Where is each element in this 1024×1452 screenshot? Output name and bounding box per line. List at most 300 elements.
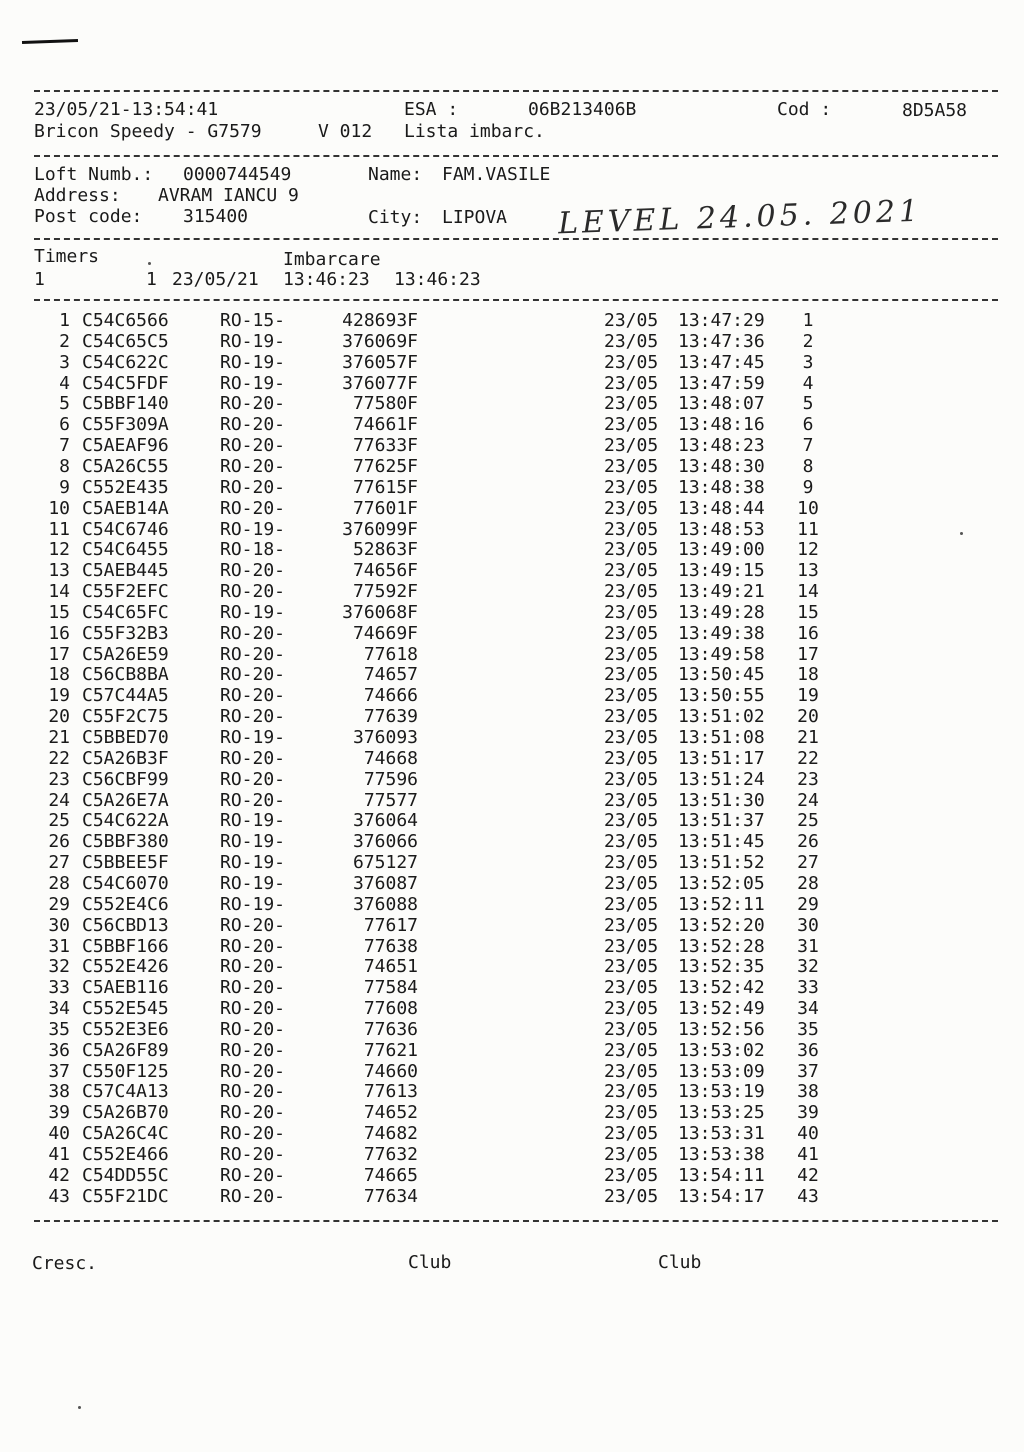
- row-index: 2: [59, 331, 70, 352]
- pen-mark: [22, 39, 78, 44]
- arrival-date: 23/05: [604, 810, 659, 831]
- arrival-date: 23/05: [604, 831, 659, 852]
- postcode-value: 315400: [183, 206, 249, 227]
- ring-country-year: RO-15-: [220, 310, 286, 331]
- table-row: [0, 1082, 1024, 1103]
- ring-chip-code: C54C65C5: [82, 331, 169, 352]
- ring-number: 77625F: [352, 456, 418, 477]
- row-index: 41: [48, 1144, 70, 1165]
- arrival-time: 13:47:45: [678, 352, 765, 373]
- table-row: [0, 1124, 1024, 1145]
- table-row: [0, 895, 1024, 916]
- ring-number: 77613: [363, 1081, 418, 1102]
- ring-chip-code: C5BBF380: [82, 831, 169, 852]
- table-row: [0, 645, 1024, 666]
- arrival-time: 13:51:02: [678, 706, 765, 727]
- row-index: 24: [48, 790, 70, 811]
- speck: [148, 262, 151, 265]
- device-name: Bricon Speedy - G7579: [34, 121, 262, 142]
- arrival-time: 13:51:37: [678, 810, 765, 831]
- ring-country-year: RO-20-: [220, 1061, 286, 1082]
- cod-label: Cod :: [777, 99, 832, 120]
- separator-header: [34, 155, 998, 157]
- ring-country-year: RO-20-: [220, 644, 286, 665]
- ring-number: 74668: [363, 748, 418, 769]
- rank: 32: [797, 956, 819, 977]
- arrival-time: 13:53:38: [678, 1144, 765, 1165]
- ring-country-year: RO-20-: [220, 706, 286, 727]
- ring-chip-code: C550F125: [82, 1061, 169, 1082]
- rank: 35: [797, 1019, 819, 1040]
- timer-time-end: 13:46:23: [394, 269, 481, 290]
- ring-chip-code: C54C5FDF: [82, 373, 169, 394]
- arrival-time: 13:52:35: [678, 956, 765, 977]
- ring-number: 77633F: [352, 435, 418, 456]
- arrival-date: 23/05: [604, 977, 659, 998]
- ring-country-year: RO-20-: [220, 477, 286, 498]
- ring-chip-code: C54C65FC: [82, 602, 169, 623]
- arrival-time: 13:52:11: [678, 894, 765, 915]
- ring-number: 74661F: [352, 414, 418, 435]
- arrival-date: 23/05: [604, 644, 659, 665]
- list-type: Lista imbarc.: [404, 121, 545, 142]
- table-row: [0, 791, 1024, 812]
- esa-label: ESA :: [404, 99, 459, 120]
- ring-country-year: RO-19-: [220, 894, 286, 915]
- ring-number: 77577: [363, 790, 418, 811]
- ring-chip-code: C54C6566: [82, 310, 169, 331]
- ring-country-year: RO-18-: [220, 539, 286, 560]
- ring-country-year: RO-20-: [220, 1123, 286, 1144]
- ring-chip-code: C54C6746: [82, 519, 169, 540]
- ring-country-year: RO-20-: [220, 435, 286, 456]
- arrival-date: 23/05: [604, 1186, 659, 1207]
- rank: 39: [797, 1102, 819, 1123]
- ring-country-year: RO-20-: [220, 1165, 286, 1186]
- ring-number: 376099F: [342, 519, 418, 540]
- separator-top: [34, 90, 998, 92]
- ring-country-year: RO-20-: [220, 456, 286, 477]
- row-index: 33: [48, 977, 70, 998]
- rank: 11: [797, 519, 819, 540]
- arrival-date: 23/05: [604, 894, 659, 915]
- ring-number: 428693F: [342, 310, 418, 331]
- arrival-time: 13:52:28: [678, 936, 765, 957]
- row-index: 32: [48, 956, 70, 977]
- esa-value: 06B213406B: [528, 99, 637, 120]
- rank: 15: [797, 602, 819, 623]
- ring-number: 74657: [363, 664, 418, 685]
- row-index: 9: [59, 477, 70, 498]
- table-row: [0, 1020, 1024, 1041]
- rank: 17: [797, 644, 819, 665]
- arrival-time: 13:49:15: [678, 560, 765, 581]
- ring-number: 77584: [363, 977, 418, 998]
- ring-chip-code: C5A26B70: [82, 1102, 169, 1123]
- rank: 27: [797, 852, 819, 873]
- ring-country-year: RO-20-: [220, 936, 286, 957]
- ring-number: 74656F: [352, 560, 418, 581]
- ring-chip-code: C5A26E59: [82, 644, 169, 665]
- ring-country-year: RO-20-: [220, 748, 286, 769]
- ring-chip-code: C5AEB445: [82, 560, 169, 581]
- table-row: [0, 457, 1024, 478]
- row-index: 5: [59, 393, 70, 414]
- ring-number: 675127: [352, 852, 418, 873]
- arrival-date: 23/05: [604, 790, 659, 811]
- row-index: 25: [48, 810, 70, 831]
- arrival-date: 23/05: [604, 1165, 659, 1186]
- ring-chip-code: C5AEB116: [82, 977, 169, 998]
- row-index: 28: [48, 873, 70, 894]
- arrival-time: 13:47:29: [678, 310, 765, 331]
- rank: 25: [797, 810, 819, 831]
- rank: 41: [797, 1144, 819, 1165]
- arrival-time: 13:48:16: [678, 414, 765, 435]
- row-index: 20: [48, 706, 70, 727]
- ring-number: 376093: [352, 727, 418, 748]
- arrival-date: 23/05: [604, 706, 659, 727]
- arrival-date: 23/05: [604, 748, 659, 769]
- arrival-time: 13:49:38: [678, 623, 765, 644]
- table-row: [0, 332, 1024, 353]
- ring-number: 77580F: [352, 393, 418, 414]
- ring-chip-code: C55F21DC: [82, 1186, 169, 1207]
- arrival-time: 13:52:20: [678, 915, 765, 936]
- arrival-time: 13:49:28: [678, 602, 765, 623]
- row-index: 21: [48, 727, 70, 748]
- speck: [78, 1406, 81, 1409]
- city-label: City:: [368, 207, 423, 228]
- rank: 36: [797, 1040, 819, 1061]
- ring-number: 74652: [363, 1102, 418, 1123]
- ring-number: 376064: [352, 810, 418, 831]
- ring-chip-code: C5BBF140: [82, 393, 169, 414]
- row-index: 34: [48, 998, 70, 1019]
- arrival-date: 23/05: [604, 331, 659, 352]
- ring-number: 77638: [363, 936, 418, 957]
- ring-number: 77596: [363, 769, 418, 790]
- arrival-date: 23/05: [604, 539, 659, 560]
- arrival-date: 23/05: [604, 623, 659, 644]
- rank: 20: [797, 706, 819, 727]
- rank: 26: [797, 831, 819, 852]
- ring-chip-code: C552E3E6: [82, 1019, 169, 1040]
- arrival-time: 13:53:25: [678, 1102, 765, 1123]
- rank: 4: [802, 373, 814, 394]
- rank: 6: [802, 414, 814, 435]
- table-row: [0, 478, 1024, 499]
- row-index: 23: [48, 769, 70, 790]
- device-version: V 012: [318, 121, 373, 142]
- ring-country-year: RO-20-: [220, 393, 286, 414]
- row-index: 18: [48, 664, 70, 685]
- table-row: [0, 853, 1024, 874]
- row-index: 4: [59, 373, 70, 394]
- row-index: 8: [59, 456, 70, 477]
- rank: 10: [797, 498, 819, 519]
- ring-country-year: RO-19-: [220, 831, 286, 852]
- arrival-date: 23/05: [604, 873, 659, 894]
- arrival-time: 13:53:19: [678, 1081, 765, 1102]
- ring-chip-code: C552E545: [82, 998, 169, 1019]
- rank: 38: [797, 1081, 819, 1102]
- arrival-time: 13:54:17: [678, 1186, 765, 1207]
- table-row: [0, 916, 1024, 937]
- table-row: [0, 353, 1024, 374]
- ring-number: 376077F: [342, 373, 418, 394]
- city-value: LIPOVA: [442, 207, 508, 228]
- table-row: [0, 1041, 1024, 1062]
- ring-number: 77636: [363, 1019, 418, 1040]
- arrival-time: 13:49:00: [678, 539, 765, 560]
- ring-chip-code: C54C622A: [82, 810, 169, 831]
- ring-country-year: RO-20-: [220, 1040, 286, 1061]
- separator-loft: [34, 238, 998, 240]
- arrival-date: 23/05: [604, 498, 659, 519]
- table-row: [0, 770, 1024, 791]
- table-row: [0, 874, 1024, 895]
- ring-chip-code: C5BBF166: [82, 936, 169, 957]
- table-row: [0, 1103, 1024, 1124]
- ring-country-year: RO-19-: [220, 519, 286, 540]
- arrival-time: 13:51:08: [678, 727, 765, 748]
- row-index: 36: [48, 1040, 70, 1061]
- table-row: [0, 394, 1024, 415]
- timer-count: 1: [146, 269, 157, 290]
- row-index: 7: [59, 435, 70, 456]
- ring-country-year: RO-20-: [220, 956, 286, 977]
- address-value: AVRAM IANCU 9: [158, 185, 299, 206]
- ring-chip-code: C55F309A: [82, 414, 169, 435]
- timers-label: Timers: [34, 246, 100, 267]
- arrival-date: 23/05: [604, 998, 659, 1019]
- ring-country-year: RO-20-: [220, 915, 286, 936]
- rank: 5: [802, 393, 814, 414]
- ring-number: 376069F: [342, 331, 418, 352]
- club-label-2: Club: [658, 1252, 702, 1273]
- ring-chip-code: C55F32B3: [82, 623, 169, 644]
- arrival-date: 23/05: [604, 1061, 659, 1082]
- table-row: [0, 686, 1024, 707]
- arrival-date: 23/05: [604, 435, 659, 456]
- address-label: Address:: [34, 185, 121, 206]
- ring-number: 77639: [363, 706, 418, 727]
- ring-country-year: RO-20-: [220, 664, 286, 685]
- arrival-date: 23/05: [604, 664, 659, 685]
- rank: 14: [797, 581, 819, 602]
- ring-country-year: RO-19-: [220, 873, 286, 894]
- ring-country-year: RO-20-: [220, 1144, 286, 1165]
- row-index: 39: [48, 1102, 70, 1123]
- rank: 43: [797, 1186, 819, 1207]
- ring-number: 74682: [363, 1123, 418, 1144]
- ring-number: 376068F: [342, 602, 418, 623]
- table-row: [0, 603, 1024, 624]
- loft-label: Loft Numb.:: [34, 164, 154, 185]
- ring-chip-code: C54C6455: [82, 539, 169, 560]
- row-index: 22: [48, 748, 70, 769]
- table-row: [0, 937, 1024, 958]
- table-row: [0, 582, 1024, 603]
- arrival-time: 13:52:05: [678, 873, 765, 894]
- table-row: [0, 999, 1024, 1020]
- rank: 23: [797, 769, 819, 790]
- ring-chip-code: C5BBEE5F: [82, 852, 169, 873]
- arrival-date: 23/05: [604, 956, 659, 977]
- row-index: 11: [48, 519, 70, 540]
- row-index: 29: [48, 894, 70, 915]
- arrival-time: 13:50:55: [678, 685, 765, 706]
- arrival-date: 23/05: [604, 936, 659, 957]
- rank: 21: [797, 727, 819, 748]
- ring-number: 77632: [363, 1144, 418, 1165]
- ring-country-year: RO-19-: [220, 810, 286, 831]
- arrival-date: 23/05: [604, 414, 659, 435]
- ring-country-year: RO-20-: [220, 769, 286, 790]
- ring-country-year: RO-20-: [220, 1019, 286, 1040]
- ring-number: 74666: [363, 685, 418, 706]
- ring-country-year: RO-19-: [220, 727, 286, 748]
- handwritten-note: LEVEL 24.05. 2021: [557, 193, 923, 242]
- ring-chip-code: C5A26C4C: [82, 1123, 169, 1144]
- ring-number: 376057F: [342, 352, 418, 373]
- rank: 37: [797, 1061, 819, 1082]
- row-index: 43: [48, 1186, 70, 1207]
- ring-number: 74665: [363, 1165, 418, 1186]
- ring-chip-code: C5A26C55: [82, 456, 169, 477]
- table-row: [0, 520, 1024, 541]
- arrival-time: 13:53:02: [678, 1040, 765, 1061]
- ring-chip-code: C54C622C: [82, 352, 169, 373]
- name-value: FAM.VASILE: [442, 164, 551, 185]
- table-row: [0, 436, 1024, 457]
- table-row: [0, 1187, 1024, 1208]
- arrival-time: 13:51:45: [678, 831, 765, 852]
- ring-chip-code: C56CBD13: [82, 915, 169, 936]
- ring-number: 376066: [352, 831, 418, 852]
- timer-time-start: 13:46:23: [283, 269, 370, 290]
- table-row: [0, 832, 1024, 853]
- arrival-date: 23/05: [604, 1040, 659, 1061]
- arrival-time: 13:49:58: [678, 644, 765, 665]
- table-row: [0, 499, 1024, 520]
- row-index: 42: [48, 1165, 70, 1186]
- ring-chip-code: C57C4A13: [82, 1081, 169, 1102]
- table-row: [0, 311, 1024, 332]
- table-row: [0, 957, 1024, 978]
- ring-number: 77615F: [352, 477, 418, 498]
- arrival-date: 23/05: [604, 1019, 659, 1040]
- ring-country-year: RO-20-: [220, 998, 286, 1019]
- row-index: 37: [48, 1061, 70, 1082]
- table-row: [0, 728, 1024, 749]
- ring-country-year: RO-20-: [220, 414, 286, 435]
- rank: 29: [797, 894, 819, 915]
- row-index: 1: [59, 310, 70, 331]
- rank: 40: [797, 1123, 819, 1144]
- ring-country-year: RO-19-: [220, 373, 286, 394]
- row-index: 38: [48, 1081, 70, 1102]
- arrival-date: 23/05: [604, 310, 659, 331]
- row-index: 3: [59, 352, 70, 373]
- arrival-date: 23/05: [604, 602, 659, 623]
- ring-chip-code: C5BBED70: [82, 727, 169, 748]
- ring-country-year: RO-20-: [220, 977, 286, 998]
- ring-country-year: RO-20-: [220, 1081, 286, 1102]
- rank: 22: [797, 748, 819, 769]
- rank: 24: [797, 790, 819, 811]
- arrival-time: 13:48:38: [678, 477, 765, 498]
- ring-number: 77618: [363, 644, 418, 665]
- ring-country-year: RO-19-: [220, 331, 286, 352]
- arrival-time: 13:49:21: [678, 581, 765, 602]
- ring-chip-code: C54DD55C: [82, 1165, 169, 1186]
- arrival-time: 13:48:30: [678, 456, 765, 477]
- rank: 9: [802, 477, 814, 498]
- ring-chip-code: C552E426: [82, 956, 169, 977]
- ring-chip-code: C552E466: [82, 1144, 169, 1165]
- row-index: 13: [48, 560, 70, 581]
- arrival-date: 23/05: [604, 393, 659, 414]
- ring-country-year: RO-19-: [220, 352, 286, 373]
- row-index: 27: [48, 852, 70, 873]
- arrival-date: 23/05: [604, 519, 659, 540]
- ring-country-year: RO-19-: [220, 852, 286, 873]
- table-row: [0, 540, 1024, 561]
- arrival-time: 13:51:17: [678, 748, 765, 769]
- table-row: [0, 665, 1024, 686]
- separator-bottom: [34, 1220, 998, 1222]
- ring-country-year: RO-20-: [220, 790, 286, 811]
- table-row: [0, 415, 1024, 436]
- arrival-time: 13:52:49: [678, 998, 765, 1019]
- row-index: 26: [48, 831, 70, 852]
- rank: 19: [797, 685, 819, 706]
- postcode-label: Post code:: [34, 206, 143, 227]
- arrival-date: 23/05: [604, 852, 659, 873]
- table-row: [0, 561, 1024, 582]
- row-index: 12: [48, 539, 70, 560]
- arrival-time: 13:48:07: [678, 393, 765, 414]
- ring-country-year: RO-20-: [220, 581, 286, 602]
- cod-value: 8D5A58: [902, 100, 968, 121]
- ring-number: 77608: [363, 998, 418, 1019]
- ring-number: 77621: [363, 1040, 418, 1061]
- arrival-time: 13:48:44: [678, 498, 765, 519]
- table-row: [0, 624, 1024, 645]
- arrival-date: 23/05: [604, 373, 659, 394]
- cresc-label: Cresc.: [32, 1253, 98, 1274]
- row-index: 15: [48, 602, 70, 623]
- ring-number: 74651: [363, 956, 418, 977]
- loft-value: 0000744549: [183, 164, 292, 185]
- separator-timers: [34, 299, 998, 301]
- table-row: [0, 749, 1024, 770]
- rank: 8: [802, 456, 814, 477]
- rank: 18: [797, 664, 819, 685]
- ring-number: 52863F: [352, 539, 418, 560]
- arrival-date: 23/05: [604, 560, 659, 581]
- rank: 7: [802, 435, 814, 456]
- arrival-date: 23/05: [604, 915, 659, 936]
- arrival-time: 13:52:56: [678, 1019, 765, 1040]
- ring-chip-code: C5A26B3F: [82, 748, 169, 769]
- ring-number: 77634: [363, 1186, 418, 1207]
- table-row: [0, 374, 1024, 395]
- ring-country-year: RO-20-: [220, 498, 286, 519]
- speck: [960, 532, 963, 535]
